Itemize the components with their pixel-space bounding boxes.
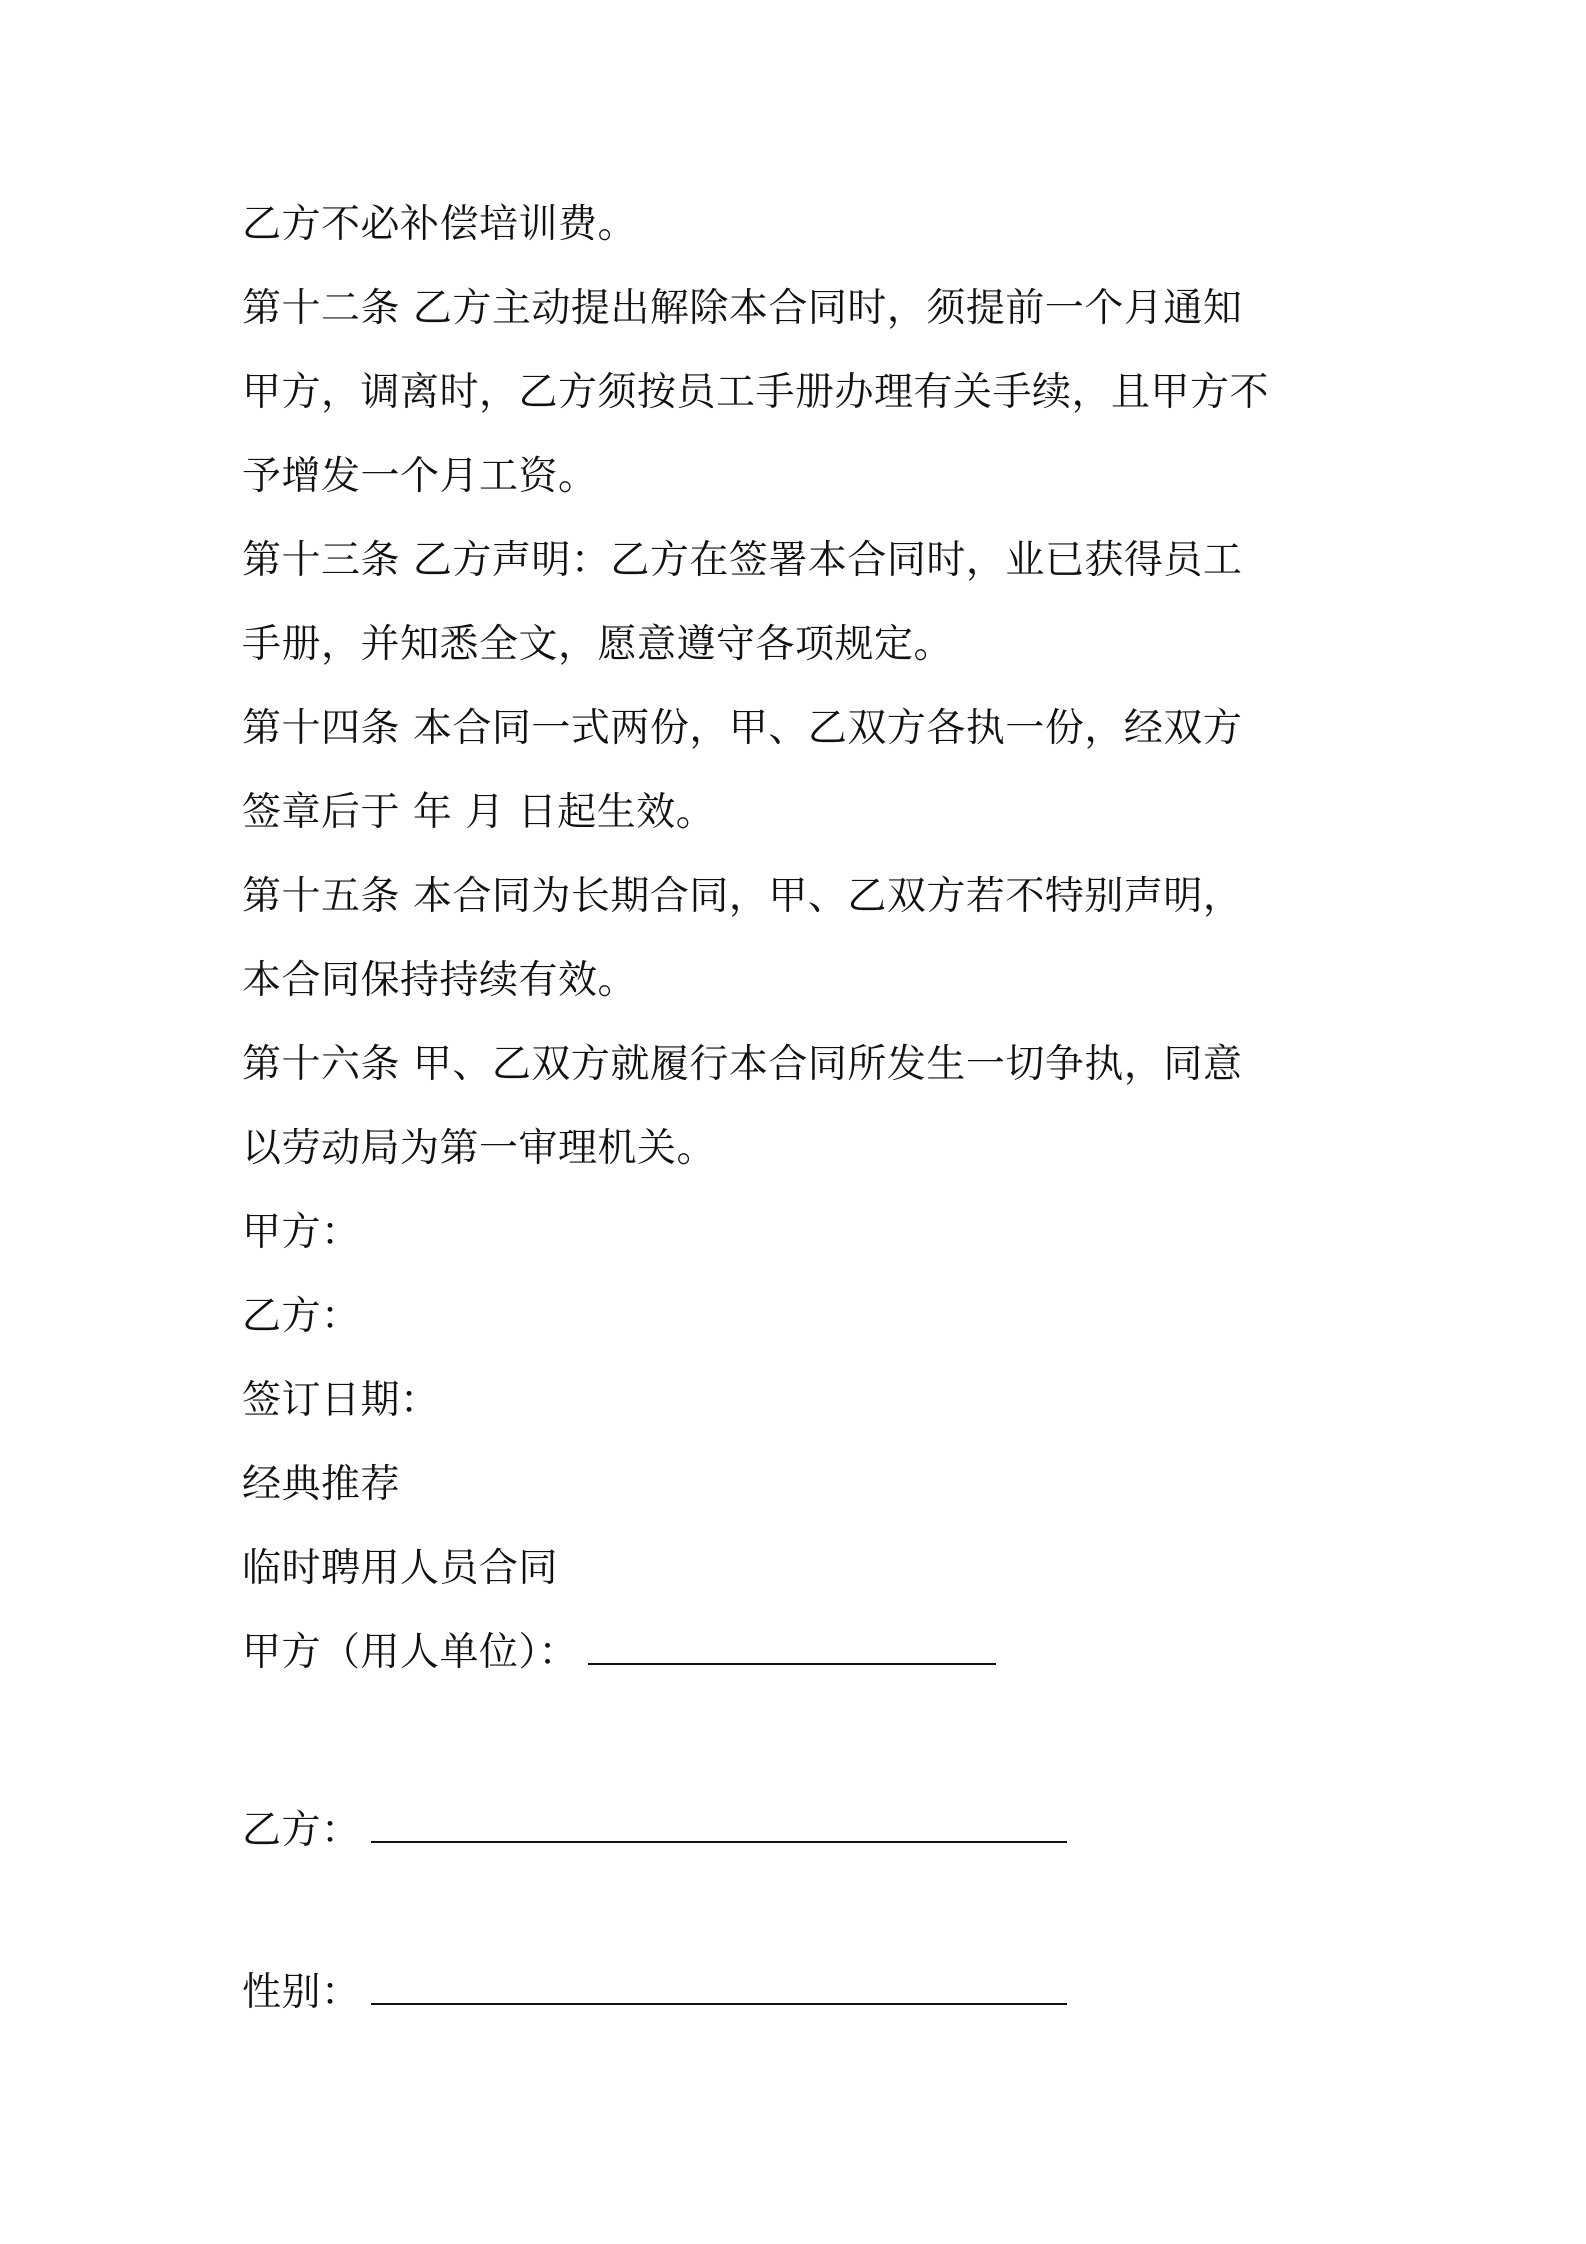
clause-15-line-2: 本合同保持持续有效。 (242, 958, 638, 1003)
employer-label: 甲方（用人单位）： (242, 1630, 579, 1675)
clause-13-line-1: 第十三条 乙方声明：乙方在签署本合同时，业已获得员工 (242, 538, 1243, 583)
text-line: 乙方不必补偿培训费。 (242, 202, 638, 247)
gender-label: 性别： (242, 1970, 361, 2015)
employee-field-row (242, 1806, 1067, 1856)
party-b-label: 乙方： (242, 1294, 361, 1339)
employee-label: 乙方： (242, 1808, 361, 1853)
party-a-label: 甲方： (242, 1210, 361, 1255)
contract-title: 临时聘用人员合同 (242, 1546, 559, 1591)
clause-15-line-1: 第十五条 本合同为长期合同，甲、乙双方若不特别声明， (242, 874, 1243, 919)
clause-14-line-2: 签章后于 年 月 日起生效。 (242, 790, 716, 835)
clause-16-line-2: 以劳动局为第一审理机关。 (242, 1126, 717, 1171)
clause-12-line-3: 予增发一个月工资。 (242, 454, 598, 499)
clause-14-line-1: 第十四条 本合同一式两份，甲、乙双方各执一份，经双方 (242, 706, 1243, 751)
employee-blank-line (371, 1811, 1067, 1843)
recommendation-heading: 经典推荐 (242, 1462, 401, 1507)
employer-blank-line (588, 1633, 996, 1665)
gender-blank-line (371, 1973, 1067, 2005)
signing-date-label: 签订日期： (242, 1378, 440, 1423)
clause-13-line-2: 手册，并知悉全文，愿意遵守各项规定。 (242, 622, 954, 667)
employer-field-row (242, 1628, 996, 1678)
clause-12-line-1: 第十二条 乙方主动提出解除本合同时，须提前一个月通知 (242, 286, 1243, 331)
gender-field-row (242, 1968, 1067, 2018)
clause-16-line-1: 第十六条 甲、乙双方就履行本合同所发生一切争执，同意 (242, 1042, 1243, 1087)
clause-12-line-2: 甲方，调离时，乙方须按员工手册办理有关手续，且甲方不 (242, 370, 1270, 415)
